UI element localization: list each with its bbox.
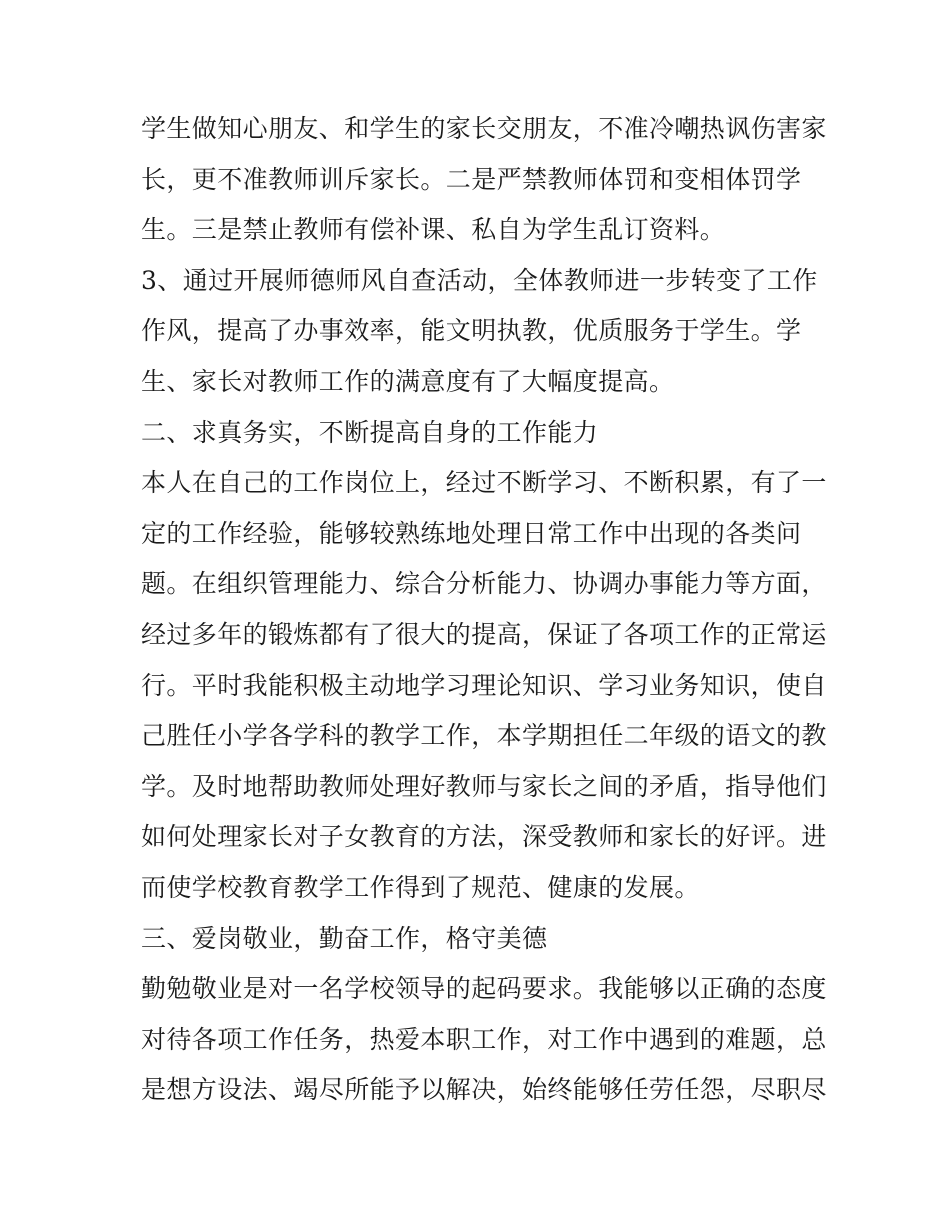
text-line: 3、通过开展师德师风自查活动，全体教师进一步转变了工作: [141, 265, 818, 295]
text-line: 是想方设法、竭尽所能予以解决，始终能够任劳任怨，尽职尽: [141, 1075, 827, 1105]
text-line: 对待各项工作任务，热爱本职工作，对工作中遇到的难题，总: [141, 1024, 827, 1054]
text-line: 学。及时地帮助教师处理好教师与家长之间的矛盾，指导他们: [141, 771, 827, 801]
text-line: 如何处理家长对子女教育的方法，深受教师和家长的好评。进: [141, 822, 827, 852]
document-body: [141, 104, 827, 1116]
text-line: 长，更不准教师训斥家长。二是严禁教师体罚和变相体罚学: [141, 164, 802, 194]
text-line: 作风，提高了办事效率，能文明执教，优质服务于学生。学: [141, 316, 802, 346]
section-heading: 二、求真务实，不断提高自身的工作能力: [141, 417, 599, 447]
text-line: 本人在自己的工作岗位上，经过不断学习、不断积累，有了一: [141, 468, 827, 498]
text-line: 学生做知心朋友、和学生的家长交朋友，不准冷嘲热讽伤害家: [141, 114, 827, 143]
text-line: 而使学校教育教学工作得到了规范、健康的发展。: [141, 872, 700, 902]
text-line: 经过多年的锻炼都有了很大的提高，保证了各项工作的正常运: [141, 619, 827, 649]
text-line: 己胜任小学各学科的教学工作，本学期担任二年级的语文的教: [141, 721, 827, 751]
section-heading: 三、爱岗敬业，勤奋工作，格守美德: [141, 923, 548, 953]
text-line: 定的工作经验，能够较熟练地处理日常工作中出现的各类问: [141, 518, 802, 548]
text-line: 生。三是禁止教师有偿补课、私自为学生乱订资料。: [141, 215, 726, 245]
text-line: 生、家长对教师工作的满意度有了大幅度提高。: [141, 366, 675, 396]
text-line: 勤勉敬业是对一名学校领导的起码要求。我能够以正确的态度: [141, 974, 827, 1004]
text-line: 题。在组织管理能力、综合分析能力、协调办事能力等方面，: [141, 569, 827, 599]
text-line: 行。平时我能积极主动地学习理论知识、学习业务知识，使自: [141, 670, 827, 700]
